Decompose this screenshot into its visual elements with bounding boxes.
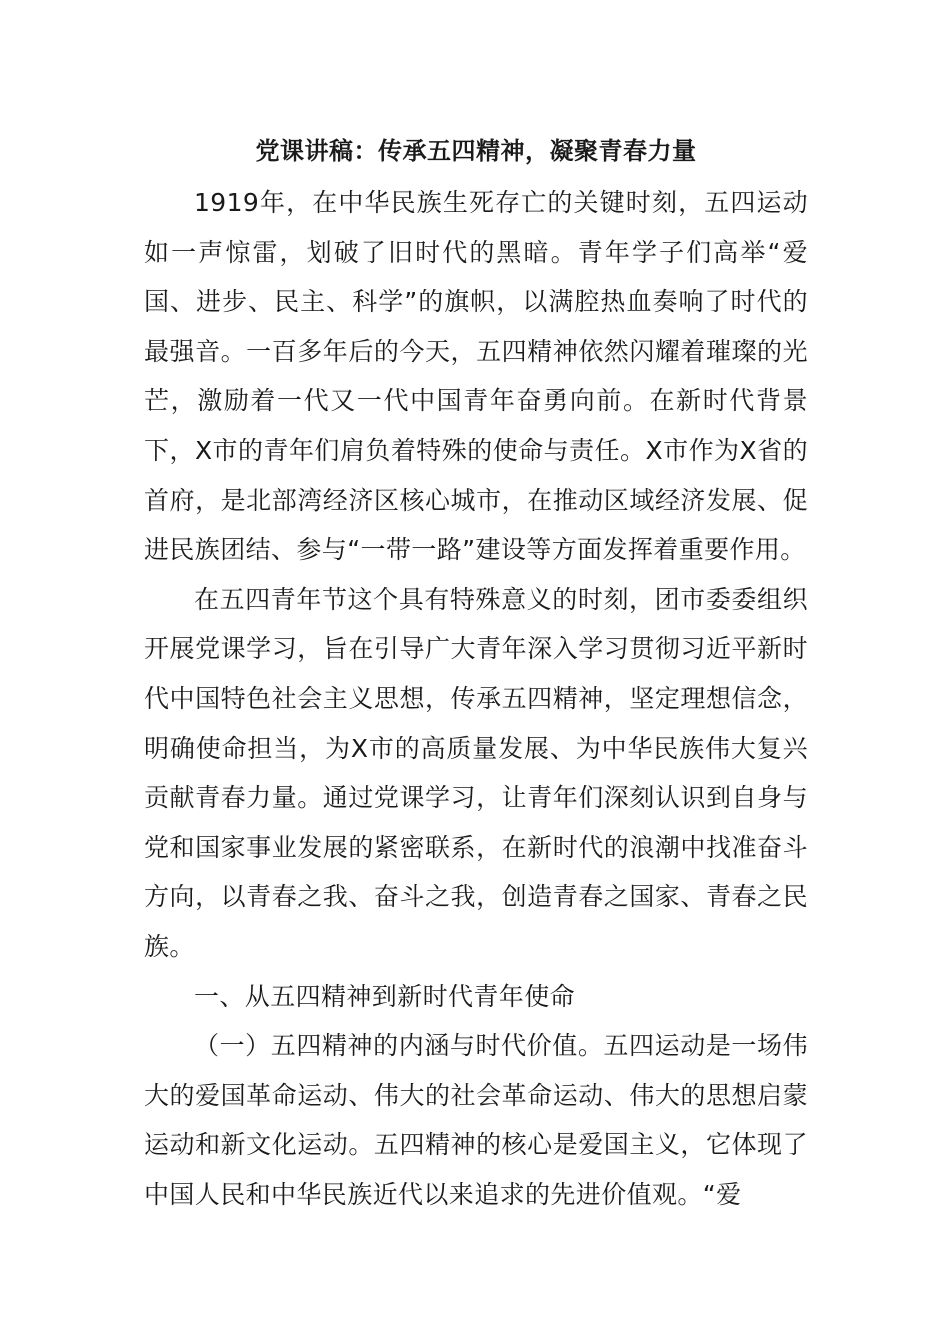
document-body	[144, 128, 808, 1219]
paragraph-purpose: 在五四青年节这个具有特殊意义的时刻，团市委委组织开展党课学习，旨在引导广大青年深入学习贯彻习近平新时代中国特色社会主义思想，传承五四精神，坚定理想信念，明确使命担当，为X市的高质量发展、为中华民族伟大复兴贡献青春力量。通过党课学习，让青年们深刻认识到自身与党和国家事业发展的紧密联系，在新时代的浪潮中找准奋斗方向，以青春之我、奋斗之我，创造青春之国家、青春之民族。	[144, 584, 808, 961]
section-heading: 一、从五四精神到新时代青年使命	[194, 981, 576, 1011]
paragraph-intro: 1919年，在中华民族生死存亡的关键时刻，五四运动如一声惊雷，划破了旧时代的黑暗。青年学子们高举“爱国、进步、民主、科学”的旗帜，以满腔热血奏响了时代的最强音。一百多年后的今天，五四精神依然闪耀着璀璨的光芒，激励着一代又一代中国青年奋勇向前。在新时代背景下，X市的青年们肩负着特殊的使命与责任。X市作为X省的首府，是北部湾经济区核心城市，在推动区域经济发展、促进民族团结、参与“一带一路”建设等方面发挥着重要作用。	[144, 188, 808, 565]
subsection-paragraph: （一）五四精神的内涵与时代价值。五四运动是一场伟大的爱国革命运动、伟大的社会革命运动、伟大的思想启蒙运动和新文化运动。五四精神的核心是爱国主义，它体现了中国人民和中华民族近代以来追求的先进价值观。“爱	[144, 1031, 808, 1209]
document-title: 党课讲稿：传承五四精神，凝聚青春力量	[255, 137, 697, 165]
